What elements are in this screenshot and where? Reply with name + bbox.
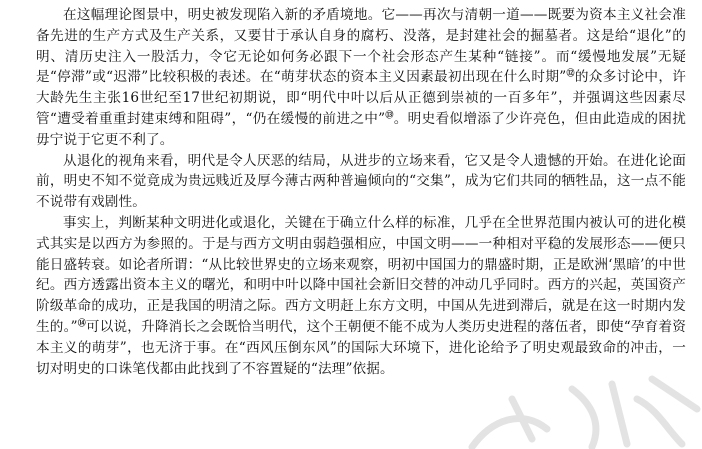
watermark-stroke-1 xyxy=(472,419,547,447)
footnote-ref-14[interactable]: ⑭ xyxy=(77,318,86,328)
body-text xyxy=(36,5,686,379)
paragraph-3 xyxy=(36,213,686,379)
paragraph-1-text-c: 。明史看似增添了少许亮色，但由此造成的困扰毋宁说于它更不利了。 xyxy=(36,110,686,148)
paragraph-3-text-b: 可以说，升降消长之会既恰当明代，这个王朝便不能不成为人类历史进程的落伍者，即使“孕育着资本主义的萌芽”，也无济于事。在“西风压倒东风”的国际大环境下，进化论给予了明史观最致命的冲击，一切对明史的口诛笔伐都由此找到了不容置疑的“法理”依据。 xyxy=(36,318,687,377)
watermark-stroke-4 xyxy=(612,384,627,444)
paragraph-1 xyxy=(36,5,686,151)
watermark-logo xyxy=(452,369,702,449)
watermark-stroke-3 xyxy=(572,389,596,447)
paragraph-1-text-a: 在这幅理论图景中，明史被发现陷入新的矛盾境地。它——再次与清朝一道——既要为资本主义社会准备先进的生产方式及生产关系，又要甘于承认自身的腐朽、没落，是封建社会的掘墓者。这是给“退化”的明、清历史注入一股活力，令它无论如何务必跟下一个社会形态产生某种“链接”。而“缓慢地发展”无疑是“停滞”或“迟滞”比较积极的表述。在“萌芽状态的资本主义因素最初出现在什么时期” xyxy=(36,7,686,86)
watermark-stroke-2 xyxy=(512,399,532,439)
watermark-stroke-5 xyxy=(637,399,682,444)
paragraph-2-text: 从退化的视角来看，明代是令人厌恶的结局，从进步的立场来看，它又是令人遗憾的开始。在进化论面前，明史不知不觉竟成为贵远贱近及厚今薄古两种普遍倾向的“交集”，成为它们共同的牺牲品，这一点不能不说带有戏剧性。 xyxy=(36,152,686,211)
paragraph-1-text-b: 的众多讨论中，许大龄先生主张16世纪至17世纪初期说，即“明代中叶以后从正德到崇祯的一百多年”，并强调这些因素尽管“遭受着重重封建束缚和阻碍”，“仍在缓慢的前进之中” xyxy=(36,69,687,127)
paragraph-2 xyxy=(36,151,686,213)
paragraph-3-text-a: 事实上，判断某种文明进化或退化，关键在于确立什么样的标准，几乎在全世界范围内被认可的进化模式其实是以西方为参照的。于是与西方文明由弱趋强相应，中国文明——一种相对平稳的发展形态——便只能日盛转衰。如论者所谓：“从比较世界史的立场来观察，明初中国国力的鼎盛时期，正是欧洲‘黑暗’的中世纪。西方透露出资本主义的曙光，和明中叶以降中国社会新旧交替的冲动几乎同时。西方的兴起，英国资产阶级革命的成功，正是我国的明清之际。西方文明赶上东方文明，中国从先进到滞后，就是在这一时期内发生的。” xyxy=(36,214,686,335)
footnote-ref-12[interactable]: ⑫ xyxy=(566,68,575,78)
footnote-ref-13[interactable]: ⑬ xyxy=(385,110,394,120)
watermark-stroke-6 xyxy=(652,379,697,409)
